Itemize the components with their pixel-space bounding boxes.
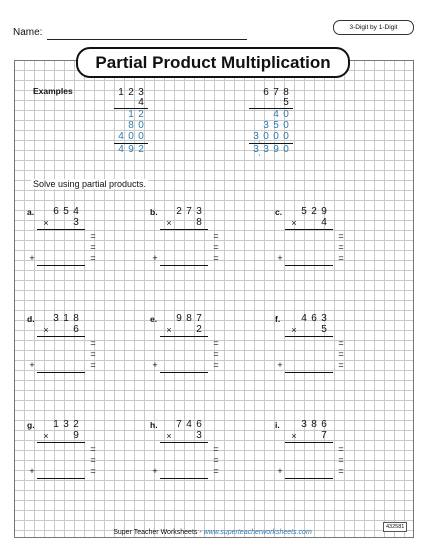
- equals-sign: =: [213, 349, 219, 359]
- footer: [0, 529, 425, 536]
- multiplicand-digit: 5: [63, 206, 69, 217]
- plus-sign: +: [29, 360, 35, 370]
- equals-sign: =: [213, 253, 219, 263]
- multiplicand-digit: 9: [176, 313, 182, 324]
- problem-d: [27, 314, 107, 380]
- multiplicand-digit: 8: [311, 419, 317, 430]
- multiplicand-digit: 4: [73, 206, 79, 217]
- multiplicand-digit: 7: [196, 313, 202, 324]
- footer-url[interactable]: www.superteacherworksheets.com: [203, 529, 312, 536]
- partial-product-digit: 4: [118, 131, 124, 142]
- problem-e: [150, 314, 230, 380]
- page-title: Partial Product Multiplication: [76, 47, 350, 78]
- problem-letter: a.: [27, 207, 35, 217]
- equals-sign: =: [213, 338, 219, 348]
- plus-sign: +: [277, 360, 283, 370]
- multiplicand-digit: 3: [321, 313, 327, 324]
- example-multiplicand-digit: 6: [263, 87, 269, 98]
- product-line: [160, 336, 208, 337]
- multiplicand-digit: 6: [321, 419, 327, 430]
- multiplicand-digit: 3: [63, 419, 69, 430]
- equals-sign: =: [213, 466, 219, 476]
- plus-sign: +: [152, 360, 158, 370]
- partial-product-digit: 0: [283, 120, 289, 131]
- multiplicand-digit: 5: [301, 206, 307, 217]
- equals-sign: =: [90, 231, 96, 241]
- example-multiplicand-digit: 7: [273, 87, 279, 98]
- instructions: Solve using partial products.: [33, 179, 147, 189]
- name-label: Name:: [13, 27, 43, 38]
- equals-sign: =: [213, 444, 219, 454]
- problem-g: [27, 420, 107, 486]
- multiplier-digit: 3: [73, 217, 79, 228]
- name-line[interactable]: [47, 39, 247, 40]
- equals-sign: =: [90, 455, 96, 465]
- example-multiplicand-digit: 1: [118, 87, 124, 98]
- problem-letter: c.: [275, 207, 283, 217]
- multiplicand-digit: 6: [53, 206, 59, 217]
- sum-line: [160, 478, 208, 479]
- plus-sign: +: [29, 253, 35, 263]
- example-2: [231, 88, 391, 168]
- example-multiplier-digit: 5: [283, 97, 289, 108]
- sum-line: [285, 478, 333, 479]
- multiplicand-digit: 2: [311, 206, 317, 217]
- sum-line: [285, 372, 333, 373]
- product-line: [37, 442, 85, 443]
- product-line: [37, 336, 85, 337]
- multiplicand-digit: 8: [73, 313, 79, 324]
- answer-digit: 0: [283, 144, 289, 155]
- equals-sign: =: [213, 242, 219, 252]
- times-sign: ×: [291, 218, 297, 228]
- multiplicand-digit: 1: [53, 419, 59, 430]
- equals-sign: =: [90, 444, 96, 454]
- answer-digit: 2: [138, 144, 144, 155]
- sum-line: [37, 372, 85, 373]
- equals-sign: =: [338, 338, 344, 348]
- partial-product-digit: 3: [253, 131, 259, 142]
- problem-f: [275, 314, 355, 380]
- problem-h: [150, 420, 230, 486]
- multiplicand-digit: 3: [196, 206, 202, 217]
- sum-line: [37, 478, 85, 479]
- partial-product-digit: 3: [263, 120, 269, 131]
- equals-sign: =: [338, 349, 344, 359]
- equals-sign: =: [338, 242, 344, 252]
- equals-sign: =: [90, 360, 96, 370]
- partial-product-digit: 0: [138, 131, 144, 142]
- multiplier-digit: 7: [321, 430, 327, 441]
- answer-digit: 9: [273, 144, 279, 155]
- product-line: [285, 336, 333, 337]
- partial-product-digit: 2: [138, 109, 144, 120]
- product-line: [160, 229, 208, 230]
- multiplier-digit: 6: [73, 324, 79, 335]
- problem-c: [275, 207, 355, 273]
- multiplicand-digit: 4: [186, 419, 192, 430]
- equals-sign: =: [213, 360, 219, 370]
- problem-letter: d.: [27, 314, 35, 324]
- answer-digit: 3: [263, 144, 269, 155]
- thousands-comma: ,: [258, 134, 261, 144]
- multiplier-digit: 9: [73, 430, 79, 441]
- multiplicand-digit: 3: [301, 419, 307, 430]
- sum-line: [160, 372, 208, 373]
- problem-letter: f.: [275, 314, 281, 324]
- multiplier-digit: 2: [196, 324, 202, 335]
- multiplicand-digit: 2: [73, 419, 79, 430]
- partial-product-digit: 5: [273, 120, 279, 131]
- equals-sign: =: [338, 360, 344, 370]
- problem-letter: b.: [150, 207, 158, 217]
- partial-product-digit: 0: [128, 131, 134, 142]
- thousands-comma: ,: [258, 147, 261, 157]
- problem-letter: g.: [27, 420, 35, 430]
- multiplier-digit: 5: [321, 324, 327, 335]
- plus-sign: +: [29, 466, 35, 476]
- multiplicand-digit: 4: [301, 313, 307, 324]
- sum-line: [285, 265, 333, 266]
- multiplier-digit: 8: [196, 217, 202, 228]
- sum-line: [37, 265, 85, 266]
- problem-b: [150, 207, 230, 273]
- multiplicand-digit: 7: [176, 419, 182, 430]
- partial-product-digit: 0: [263, 131, 269, 142]
- example-multiplier-digit: 4: [138, 97, 144, 108]
- worksheet-code: 432581: [383, 522, 407, 532]
- multiplicand-digit: 6: [311, 313, 317, 324]
- multiplier-digit: 3: [196, 430, 202, 441]
- plus-sign: +: [152, 466, 158, 476]
- equals-sign: =: [90, 253, 96, 263]
- times-sign: ×: [166, 325, 172, 335]
- equals-sign: =: [338, 253, 344, 263]
- example-multiplicand-digit: 8: [283, 87, 289, 98]
- equals-sign: =: [90, 338, 96, 348]
- multiplicand-digit: 9: [321, 206, 327, 217]
- product-line: [37, 229, 85, 230]
- multiplicand-digit: 2: [176, 206, 182, 217]
- partial-product-digit: 0: [138, 120, 144, 131]
- plus-sign: +: [277, 466, 283, 476]
- plus-sign: +: [277, 253, 283, 263]
- times-sign: ×: [291, 325, 297, 335]
- equals-sign: =: [338, 466, 344, 476]
- times-sign: ×: [291, 431, 297, 441]
- problem-i: [275, 420, 355, 486]
- examples-label: Examples: [33, 86, 73, 96]
- partial-product-digit: 8: [128, 120, 134, 131]
- times-sign: ×: [43, 325, 49, 335]
- footer-text: Super Teacher Worksheets -: [113, 529, 204, 536]
- equals-sign: =: [213, 231, 219, 241]
- product-line: [160, 442, 208, 443]
- partial-product-digit: 0: [283, 109, 289, 120]
- equals-sign: =: [338, 231, 344, 241]
- times-sign: ×: [166, 218, 172, 228]
- equals-sign: =: [338, 444, 344, 454]
- answer-digit: 4: [118, 144, 124, 155]
- product-line: [285, 229, 333, 230]
- equals-sign: =: [338, 455, 344, 465]
- problem-a: [27, 207, 107, 273]
- answer-digit: 9: [128, 144, 134, 155]
- problem-letter: e.: [150, 314, 158, 324]
- sum-line: [160, 265, 208, 266]
- times-sign: ×: [166, 431, 172, 441]
- example-multiplicand-digit: 3: [138, 87, 144, 98]
- partial-product-digit: 0: [283, 131, 289, 142]
- multiplicand-digit: 6: [196, 419, 202, 430]
- multiplicand-digit: 8: [186, 313, 192, 324]
- multiplier-digit: 4: [321, 217, 327, 228]
- partial-product-digit: 0: [273, 131, 279, 142]
- example-multiplicand-digit: 2: [128, 87, 134, 98]
- plus-sign: +: [152, 253, 158, 263]
- equals-sign: =: [90, 242, 96, 252]
- answer-digit: 3: [253, 144, 259, 155]
- level-badge: 3-Digit by 1-Digit: [333, 20, 414, 35]
- equals-sign: =: [90, 349, 96, 359]
- problem-letter: i.: [275, 420, 280, 430]
- problem-letter: h.: [150, 420, 158, 430]
- multiplicand-digit: 1: [63, 313, 69, 324]
- product-line: [285, 442, 333, 443]
- partial-product-digit: 4: [273, 109, 279, 120]
- multiplicand-digit: 7: [186, 206, 192, 217]
- multiplicand-digit: 3: [53, 313, 59, 324]
- times-sign: ×: [43, 431, 49, 441]
- equals-sign: =: [213, 455, 219, 465]
- times-sign: ×: [43, 218, 49, 228]
- equals-sign: =: [90, 466, 96, 476]
- partial-product-digit: 1: [128, 109, 134, 120]
